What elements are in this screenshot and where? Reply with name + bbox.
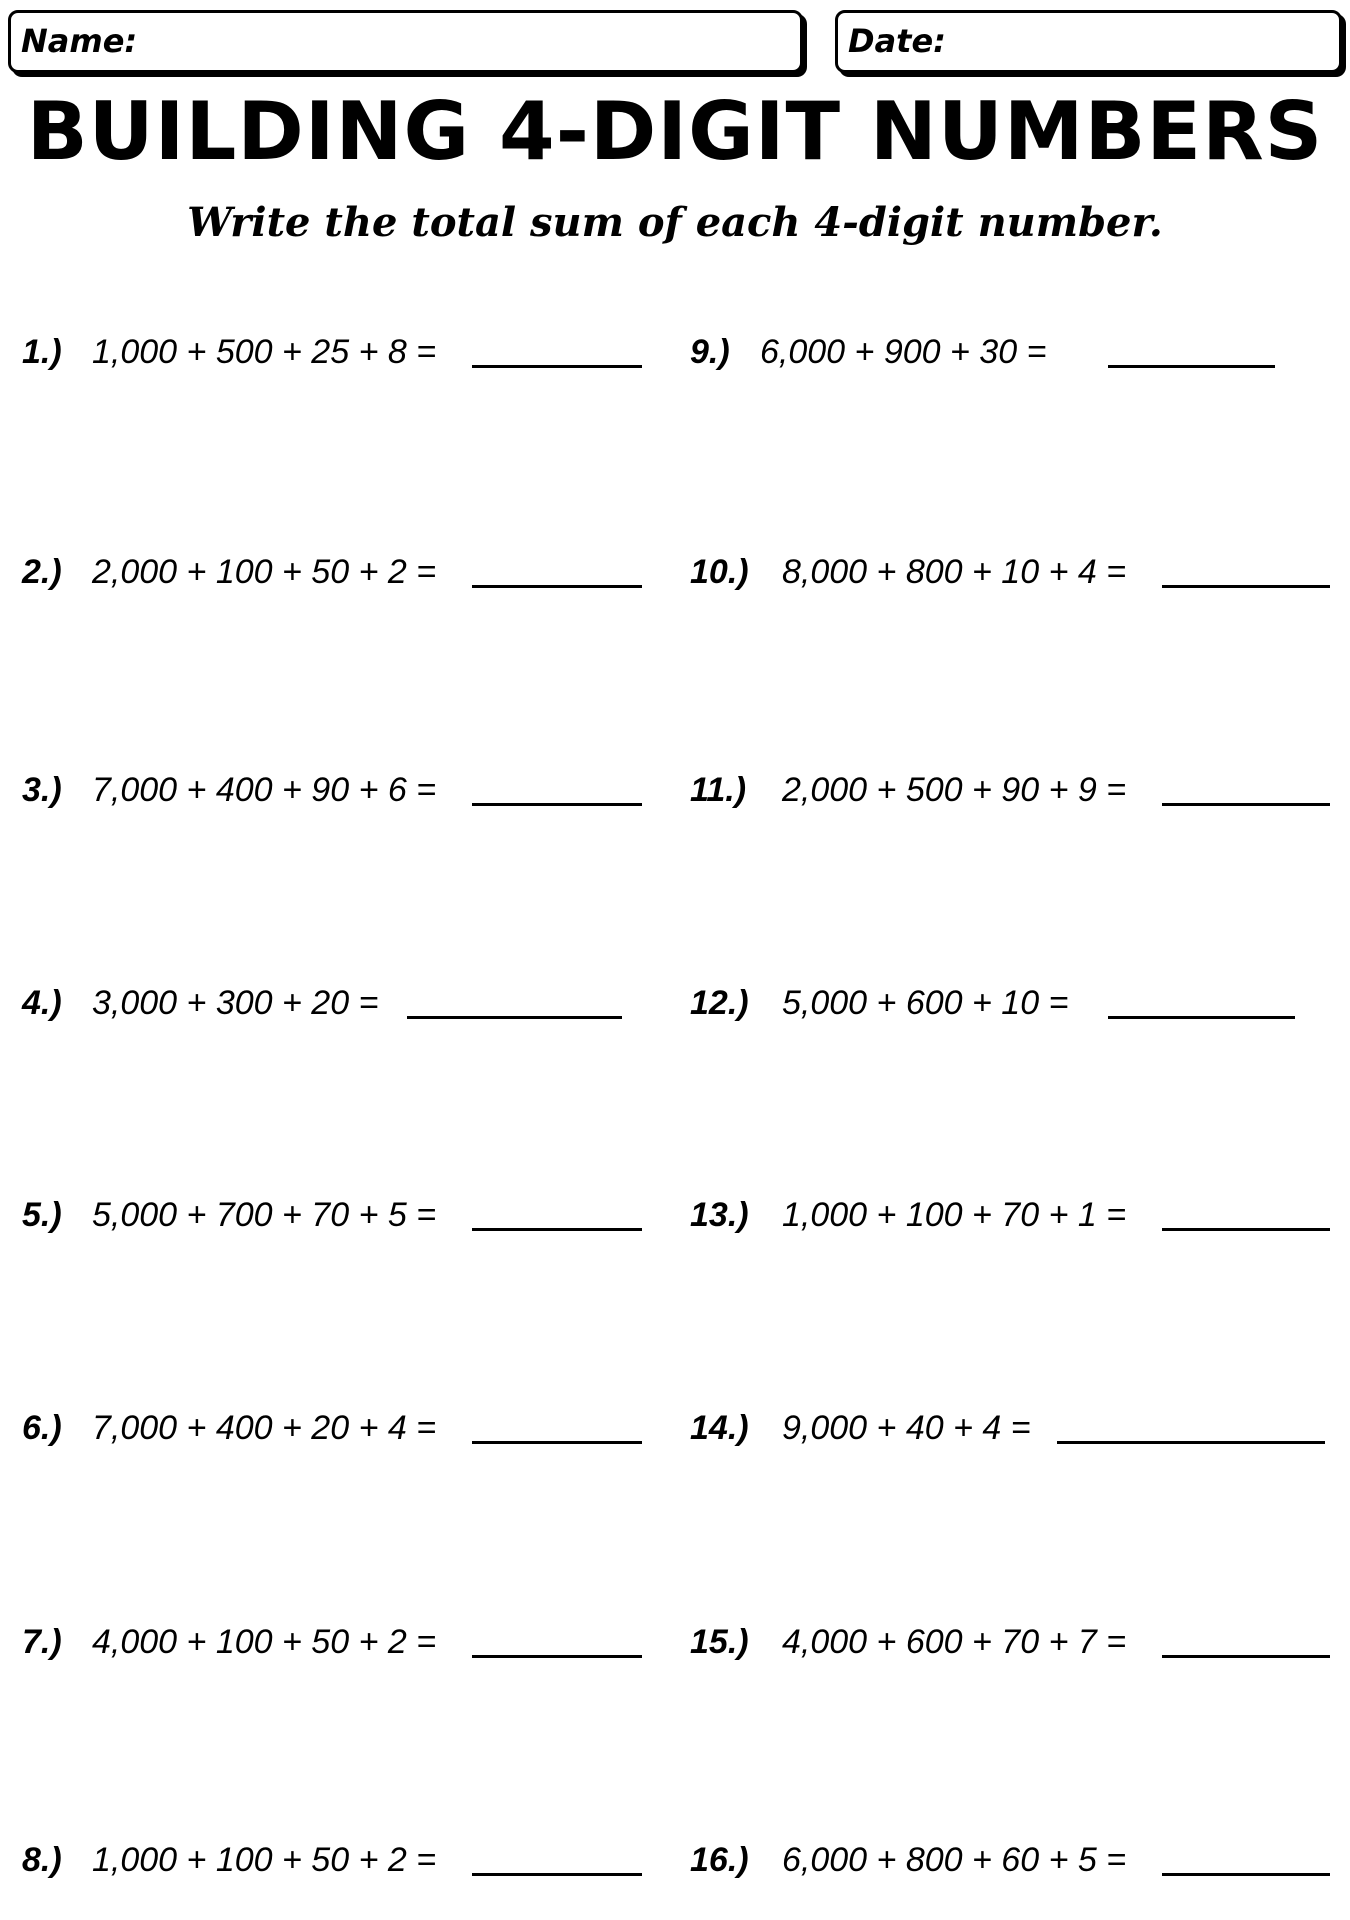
problem-3 xyxy=(22,765,642,815)
problem-10 xyxy=(690,547,1330,597)
answer-blank[interactable] xyxy=(472,1655,642,1658)
problem-expression: 1,000 + 100 + 70 + 1 = xyxy=(782,1196,1127,1234)
problem-13 xyxy=(690,1190,1330,1240)
problem-2 xyxy=(22,547,642,597)
answer-blank[interactable] xyxy=(1162,1655,1330,1658)
problem-number: 11.) xyxy=(690,771,747,809)
problem-6 xyxy=(22,1403,642,1453)
problem-expression: 1,000 + 500 + 25 + 8 = xyxy=(92,333,437,371)
problem-expression: 3,000 + 300 + 20 = xyxy=(92,984,379,1022)
answer-blank[interactable] xyxy=(472,1873,642,1876)
problem-expression: 7,000 + 400 + 90 + 6 = xyxy=(92,771,437,809)
problem-11 xyxy=(690,765,1330,815)
page-title: BUILDING 4-DIGIT NUMBERS xyxy=(26,85,1324,178)
answer-blank[interactable] xyxy=(1108,365,1275,368)
date-label: Date: xyxy=(848,22,946,60)
problem-number: 2.) xyxy=(22,553,62,591)
instructions: Write the total sum of each 4-digit number. xyxy=(187,199,1163,246)
problem-7 xyxy=(22,1617,642,1667)
problem-expression: 2,000 + 100 + 50 + 2 = xyxy=(92,553,437,591)
problem-expression: 8,000 + 800 + 10 + 4 = xyxy=(782,553,1127,591)
problem-12 xyxy=(690,978,1330,1028)
problem-number: 6.) xyxy=(22,1409,62,1447)
name-label: Name: xyxy=(21,22,138,60)
problem-expression: 1,000 + 100 + 50 + 2 = xyxy=(92,1841,437,1879)
problem-expression: 4,000 + 100 + 50 + 2 = xyxy=(92,1623,437,1661)
problem-4 xyxy=(22,978,642,1028)
problem-1 xyxy=(22,327,642,377)
problem-number: 1.) xyxy=(22,333,62,371)
answer-blank[interactable] xyxy=(472,1228,642,1231)
problem-8 xyxy=(22,1835,642,1885)
problem-16 xyxy=(690,1835,1330,1885)
problem-number: 5.) xyxy=(22,1196,62,1234)
problem-expression: 6,000 + 900 + 30 = xyxy=(760,333,1047,371)
answer-blank[interactable] xyxy=(1057,1441,1325,1444)
problem-9 xyxy=(690,327,1330,377)
problem-number: 4.) xyxy=(22,984,62,1022)
problem-number: 13.) xyxy=(690,1196,749,1234)
problem-expression: 6,000 + 800 + 60 + 5 = xyxy=(782,1841,1127,1879)
problem-expression: 2,000 + 500 + 90 + 9 = xyxy=(782,771,1127,809)
problem-number: 16.) xyxy=(690,1841,749,1879)
problem-15 xyxy=(690,1617,1330,1667)
problem-number: 8.) xyxy=(22,1841,62,1879)
problem-number: 7.) xyxy=(22,1623,62,1661)
name-field[interactable] xyxy=(8,10,803,73)
date-field[interactable] xyxy=(835,10,1342,73)
answer-blank[interactable] xyxy=(472,585,642,588)
answer-blank[interactable] xyxy=(1162,585,1330,588)
problem-expression: 5,000 + 700 + 70 + 5 = xyxy=(92,1196,437,1234)
problem-number: 3.) xyxy=(22,771,62,809)
answer-blank[interactable] xyxy=(1108,1016,1295,1019)
problem-number: 10.) xyxy=(690,553,749,591)
answer-blank[interactable] xyxy=(407,1016,622,1019)
problem-number: 12.) xyxy=(690,984,749,1022)
problem-number: 9.) xyxy=(690,333,730,371)
answer-blank[interactable] xyxy=(472,365,642,368)
answer-blank[interactable] xyxy=(472,803,642,806)
problem-expression: 9,000 + 40 + 4 = xyxy=(782,1409,1031,1447)
problem-number: 15.) xyxy=(690,1623,749,1661)
problem-expression: 4,000 + 600 + 70 + 7 = xyxy=(782,1623,1127,1661)
problem-5 xyxy=(22,1190,642,1240)
problem-14 xyxy=(690,1403,1330,1453)
answer-blank[interactable] xyxy=(1162,803,1330,806)
answer-blank[interactable] xyxy=(1162,1228,1330,1231)
problem-number: 14.) xyxy=(690,1409,749,1447)
problem-expression: 7,000 + 400 + 20 + 4 = xyxy=(92,1409,437,1447)
answer-blank[interactable] xyxy=(1162,1873,1330,1876)
answer-blank[interactable] xyxy=(472,1441,642,1444)
problem-expression: 5,000 + 600 + 10 = xyxy=(782,984,1069,1022)
